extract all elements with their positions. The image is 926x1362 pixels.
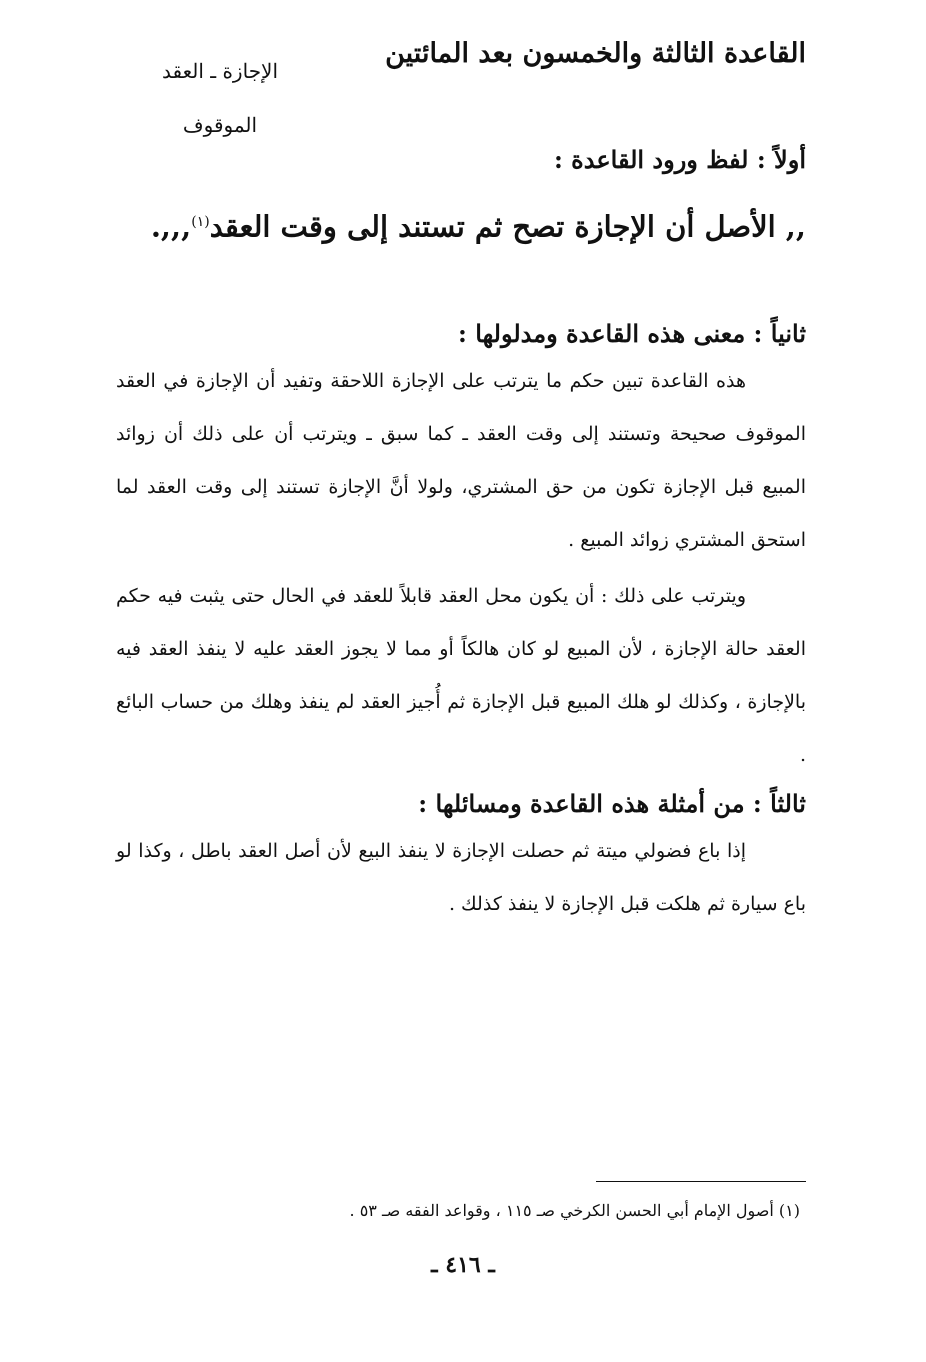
meaning-paragraph-2: ويترتب على ذلك : أن يكون محل العقد قابلاً للعقد في الحال حتى يثبت فيه حكم العقد حالة الإجازة ، لأن المبيع لو كان هالكاً أو مما لا يجوز العقد عليه لا ينفذ العقد فيه بالإجازة ، وكذلك لو هلك المبيع قبل الإجازة ثم أُجيز العقد لم ينفذ وهلك من حساب البائع . <box>116 585 806 766</box>
footnote-reference-mark: (١) <box>191 214 210 230</box>
meaning-paragraph-1: هذه القاعدة تبين حكم ما يترتب على الإجازة اللاحقة وتفيد أن الإجازة في العقد الموقوف صحيحة وتستند إلى وقت العقد ـ كما سبق ـ ويترتب أن على ذلك أن زوائد المبيع قبل الإجازة تكون من حق المشتري، ولولا أنَّ الإجازة تستند إلى وقت العقد لما استحق المشتري زوائد المبيع . <box>116 370 806 551</box>
footnote-divider <box>596 1181 806 1182</box>
topic-label-line-1: الإجازة ـ العقد <box>161 59 279 83</box>
footnote-text: (١) أصول الإمام أبي الحسن الكرخي صـ ١١٥ ، وقواعد الفقه صـ ٥٣ . <box>349 1201 800 1220</box>
examples-paragraph: إذا باع فضولي ميتة ثم حصلت الإجازة لا ينفذ البيع لأن أصل العقد باطل ، وكذا لو باع سيارة ثم هلكت قبل الإجازة لا ينفذ كذلك . <box>116 840 806 915</box>
topic-label <box>140 44 300 152</box>
section-heading-meaning: ثانياً : معنى هذه القاعدة ومدلولها : <box>458 319 806 348</box>
rule-statement-text: ,, الأصل أن الإجازة تصح ثم تستند إلى وقت العقد <box>209 209 806 244</box>
rule-statement-closing: ,,,. <box>150 209 192 244</box>
rule-title: القاعدة الثالثة والخمسون بعد المائتين <box>385 38 806 69</box>
section-heading-wording: أولاً : لفظ ورود القاعدة : <box>553 145 806 174</box>
topic-label-line-2: الموقوف <box>182 113 258 137</box>
rule-statement <box>116 192 806 257</box>
page-number: ـ ٤١٦ ـ <box>431 1252 495 1278</box>
section-heading-examples: ثالثاً : من أمثلة هذه القاعدة ومسائلها : <box>418 789 806 818</box>
